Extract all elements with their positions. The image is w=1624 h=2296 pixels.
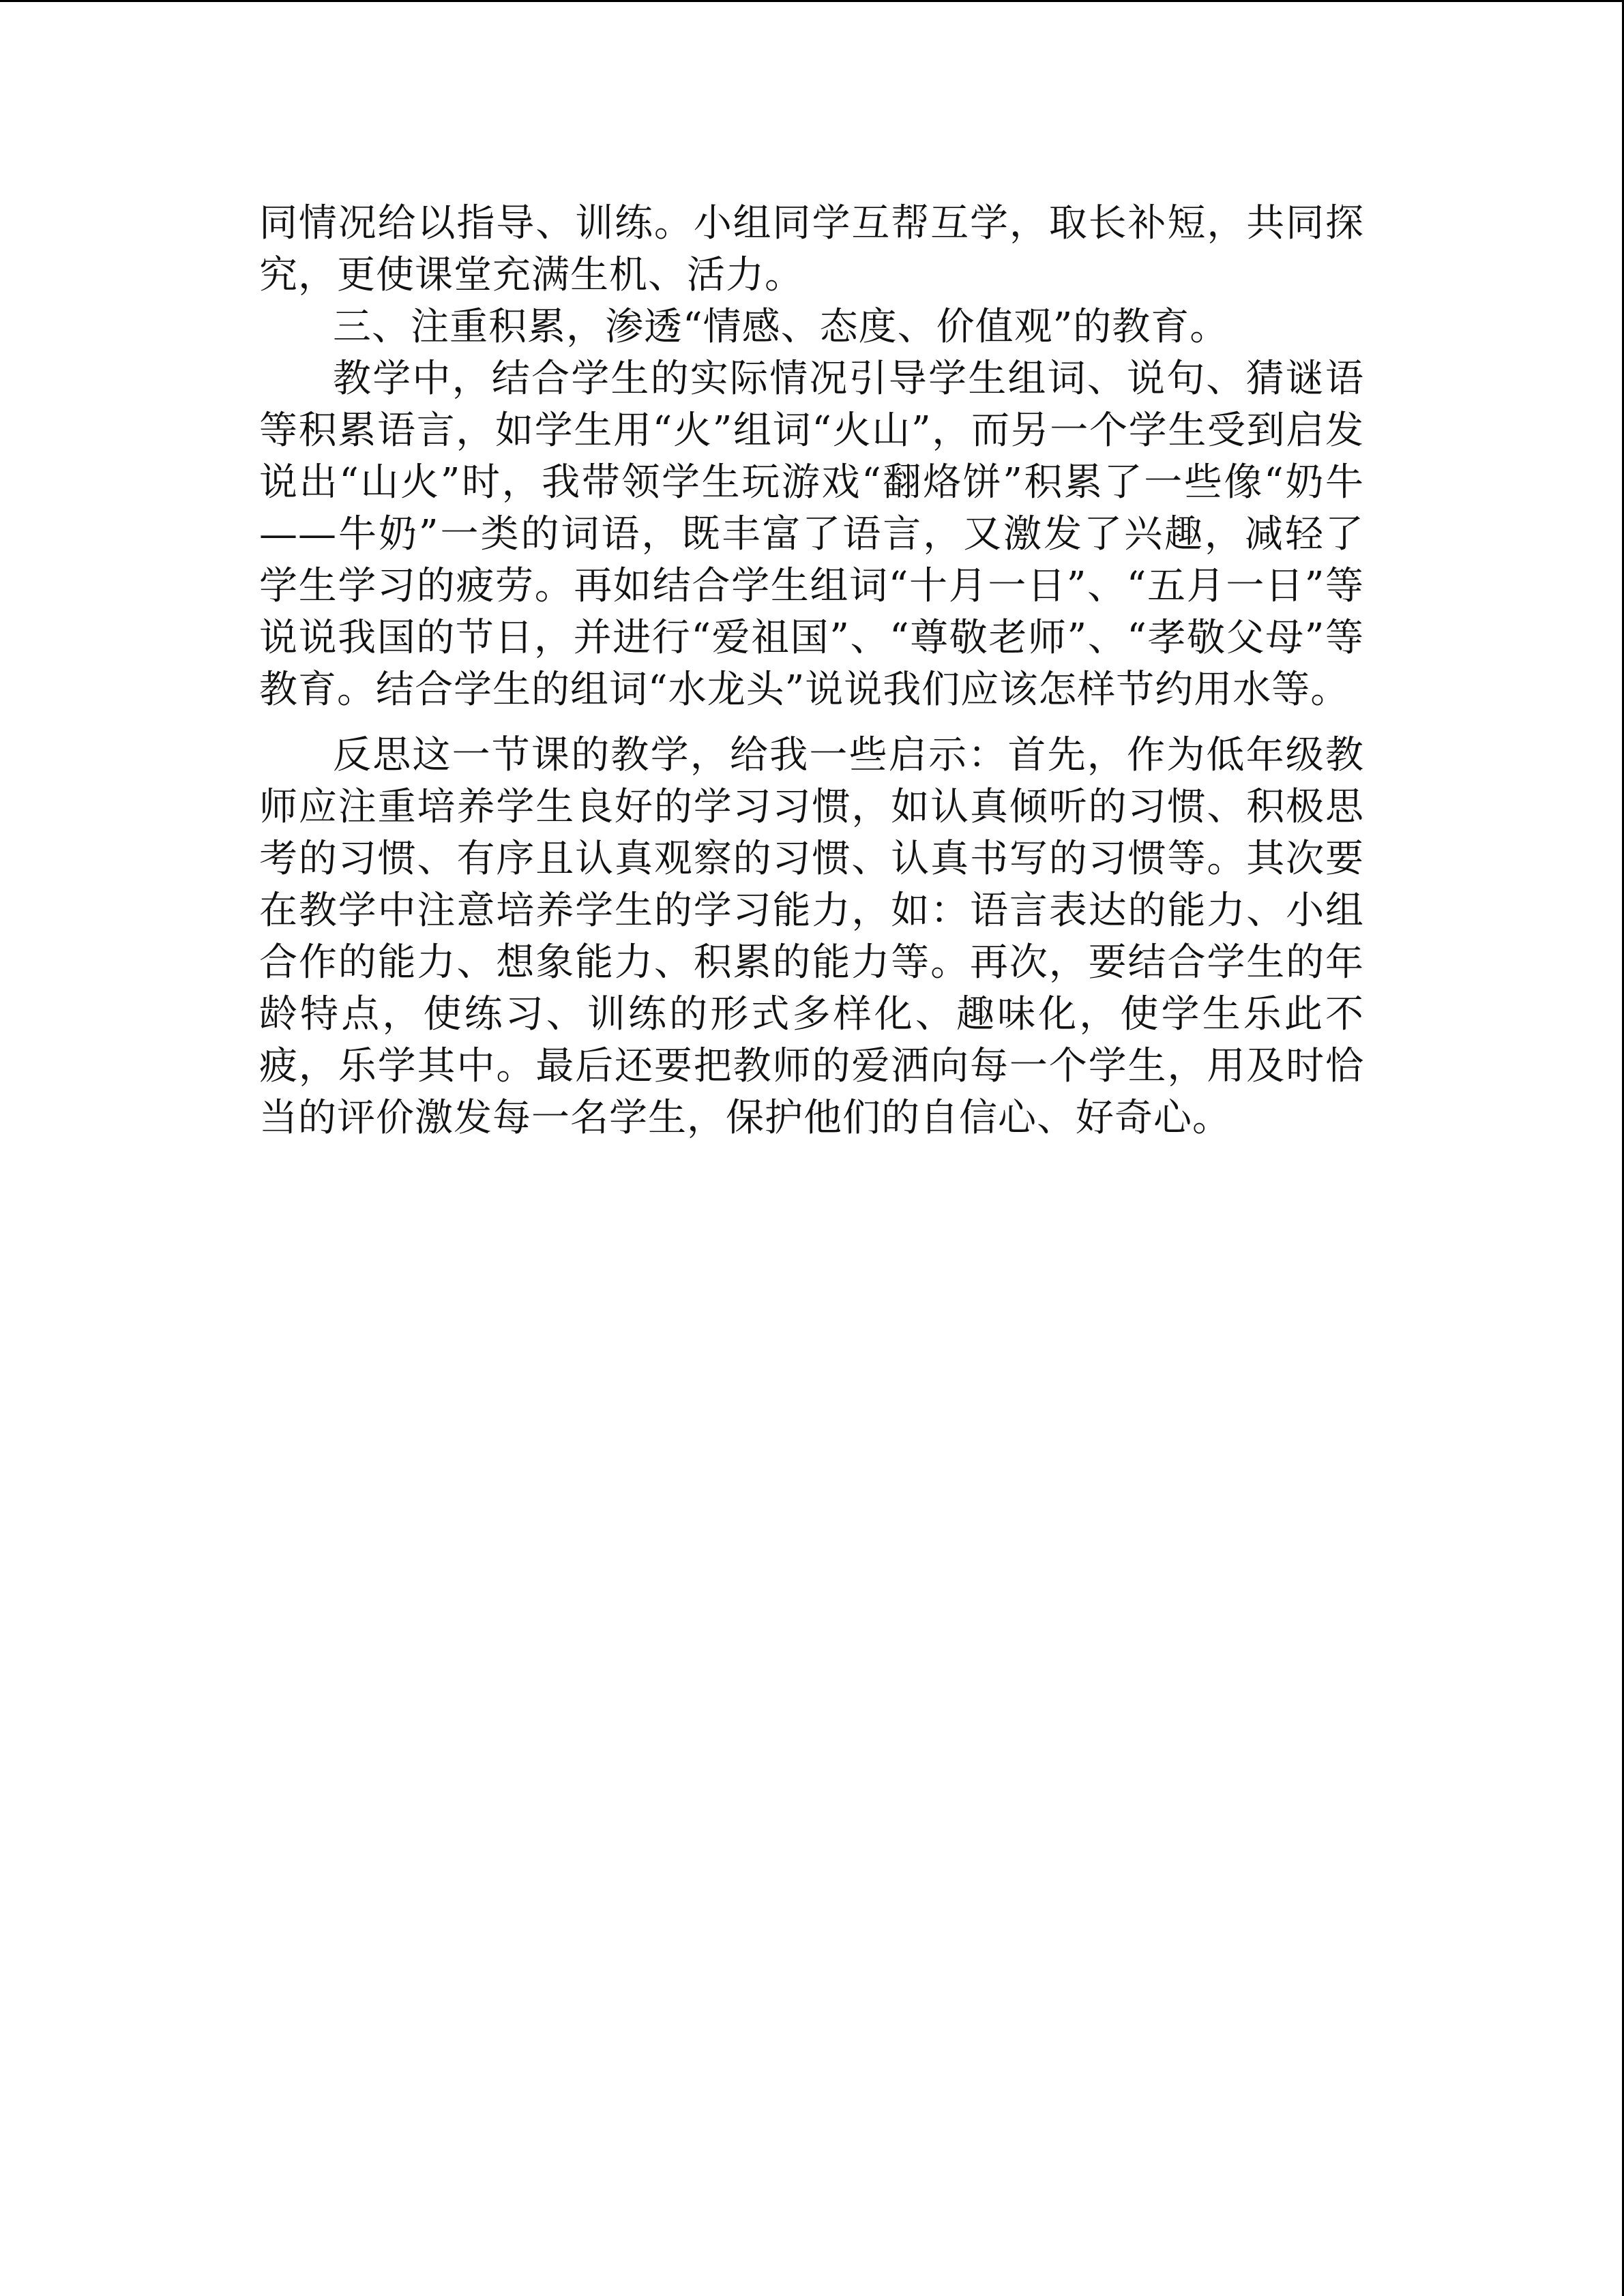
paragraph-accumulation: 教学中，结合学生的实际情况引导学生组词、说句、猜谜语等积累语言，如学生用“火”组词“火山”，而另一个学生受到启发说出“山火”时，我带领学生玩游戏“翻烙饼”积累了一些像“奶牛——牛奶”一类的词语，既丰富了语言，又激发了兴趣，减轻了学生学习的疲劳。再如结合学生组词“十月一日”、“五月一日”等说说我国的节日，并进行“爱祖国”、“尊敬老师”、“孝敬父母”等教育。结合学生的组词“水龙头”说说我们应该怎样节约用水等。	[259, 357, 1364, 712]
section-heading-three: 三、注重积累，渗透“情感、态度、价值观”的教育。	[333, 305, 1229, 349]
paragraph-continued: 同情况给以指导、训练。小组同学互帮互学，取长补短，共同探究，更使课堂充满生机、活力。	[259, 201, 1364, 297]
page-top-border	[0, 0, 1624, 2]
paragraph-reflection: 反思这一节课的教学，给我一些启示：首先，作为低年级教师应注重培养学生良好的学习习惯，如认真倾听的习惯、积极思考的习惯、有序且认真观察的习惯、认真书写的习惯等。其次要在教学中注意培养学生的学习能力，如：语言表达的能力、小组合作的能力、想象能力、积累的能力等。再次，要结合学生的年龄特点，使练习、训练的形式多样化、趣味化，使学生乐此不疲，乐学其中。最后还要把教师的爱洒向每一个学生，用及时恰当的评价激发每一名学生，保护他们的自信心、好奇心。	[259, 733, 1364, 1140]
document-body	[259, 198, 1364, 1144]
